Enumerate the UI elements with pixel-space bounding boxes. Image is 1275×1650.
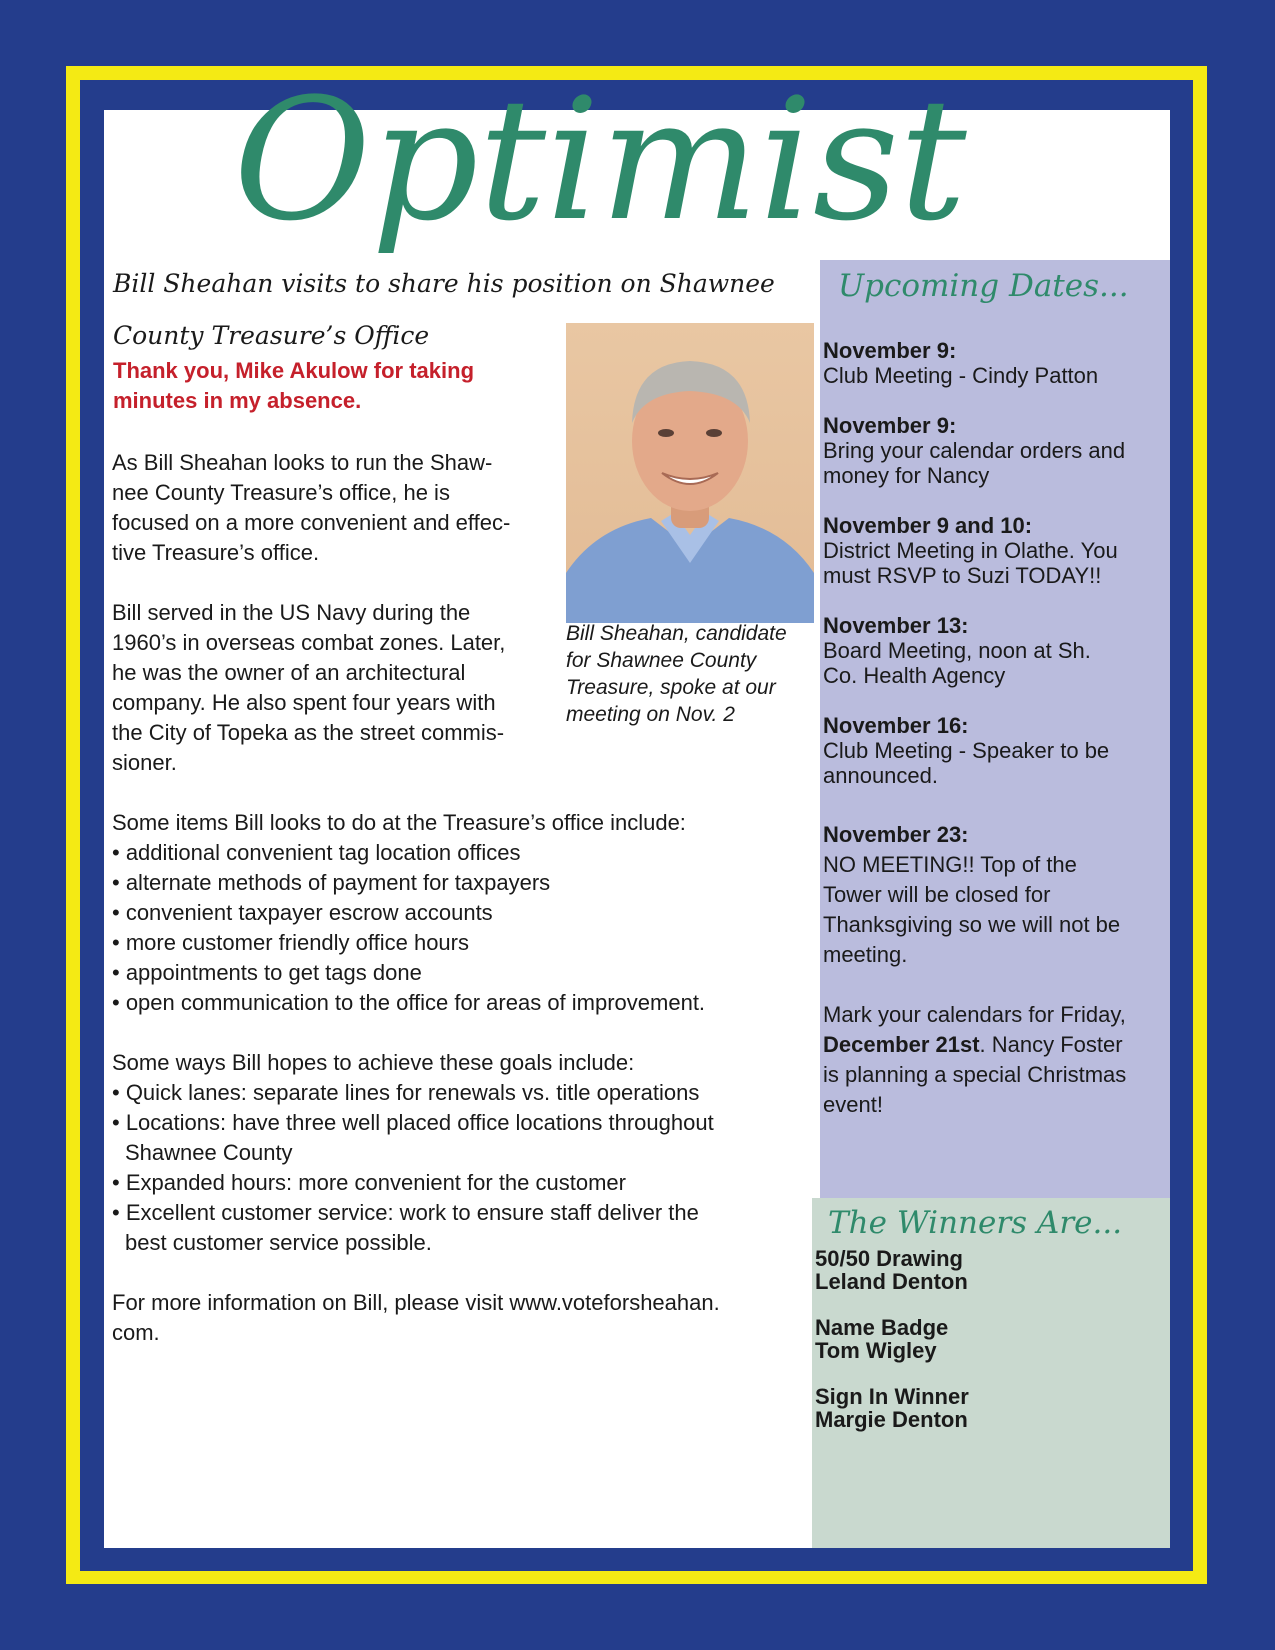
winner-prize: Name Badge: [815, 1315, 949, 1340]
masthead-title-text: Optimist: [233, 62, 967, 258]
text-line: focused on a more convenient and effec-: [112, 510, 511, 535]
event-date: November 9:: [823, 338, 957, 363]
winner-prize: Sign In Winner: [815, 1384, 969, 1409]
text-line: com.: [112, 1320, 160, 1345]
text-line: As Bill Sheahan looks to run the Shaw-: [112, 450, 493, 475]
list-item: • convenient taxpayer escrow accounts: [112, 900, 493, 925]
text-line: nee County Treasure’s office, he is: [112, 480, 450, 505]
headline-line: Bill Sheahan visits to share his position on Shawnee: [113, 269, 775, 298]
calendar-note: [823, 1000, 1168, 1120]
winner-name: Margie Denton: [815, 1407, 968, 1432]
winner-prize: 50/50 Drawing: [815, 1246, 963, 1271]
caption-line: for Shawnee County: [566, 649, 757, 672]
text-line: sioner.: [112, 750, 177, 775]
list-item: • open communication to the office for areas of improvement.: [112, 990, 706, 1015]
note-date: December 21st: [823, 1032, 980, 1057]
list-intro: Some items Bill looks to do at the Treasure’s office include:: [112, 810, 686, 835]
thanks-line: Thank you, Mike Akulow for taking: [113, 358, 475, 383]
event-item: [823, 713, 1168, 788]
event-text: NO MEETING!! Top of the: [823, 852, 1077, 877]
portrait-illustration: [566, 323, 814, 623]
event-text: meeting.: [823, 942, 908, 967]
text-line: 1960’s in overseas combat zones. Later,: [112, 630, 506, 655]
article-paragraph-background: [112, 598, 572, 778]
caption-line: Bill Sheahan, candidate: [566, 622, 787, 645]
list-item-continuation: best customer service possible.: [125, 1230, 432, 1255]
event-date: November 9:: [823, 413, 957, 438]
event-date: November 16:: [823, 713, 969, 738]
list-item: • alternate methods of payment for taxpayers: [112, 870, 551, 895]
photo-caption: [566, 620, 821, 728]
list-item: • Quick lanes: separate lines for renewals vs. title operations: [112, 1080, 700, 1105]
event-text: must RSVP to Suzi TODAY!!: [823, 563, 1102, 588]
event-text: Co. Health Agency: [823, 663, 1006, 688]
list-item: • Expanded hours: more convenient for the customer: [112, 1170, 626, 1195]
headline-line: County Treasure’s Office: [113, 321, 430, 350]
event-text: District Meeting in Olathe. You: [823, 538, 1118, 563]
article-paragraph-intro: [112, 448, 572, 568]
event-text: Board Meeting, noon at Sh.: [823, 638, 1091, 663]
event-text: Club Meeting - Speaker to be: [823, 738, 1110, 763]
bill-sheahan-photo: [566, 323, 814, 623]
list-item: • Locations: have three well placed office locations throughout: [112, 1110, 714, 1135]
event-text: Club Meeting - Cindy Patton: [823, 363, 1099, 388]
caption-line: meeting on Nov. 2: [566, 703, 735, 726]
event-text: Bring your calendar orders and: [823, 438, 1126, 463]
event-date: November 13:: [823, 613, 969, 638]
winner-item: [815, 1316, 1155, 1362]
text-line: For more information on Bill, please visit www.voteforsheahan.: [112, 1290, 720, 1315]
note-text: Mark your calendars for Friday,: [823, 1002, 1126, 1027]
goals-list: [112, 808, 812, 1018]
masthead-title: [190, 40, 1010, 280]
list-item: • more customer friendly office hours: [112, 930, 469, 955]
thanks-line: minutes in my absence.: [113, 388, 362, 413]
upcoming-dates-title: Upcoming Dates...: [838, 268, 1129, 304]
winner-item: [815, 1247, 1155, 1293]
text-line: Bill served in the US Navy during the: [112, 600, 471, 625]
list-item-continuation: Shawnee County: [125, 1140, 293, 1165]
event-text: announced.: [823, 763, 938, 788]
event-date: November 9 and 10:: [823, 513, 1033, 538]
winners-title: The Winners Are...: [828, 1205, 1123, 1241]
thanks-note: [113, 356, 543, 416]
strategies-list: [112, 1048, 812, 1258]
event-text: Thanksgiving so we will not be: [823, 912, 1121, 937]
winner-item: [815, 1385, 1155, 1431]
list-item: • appointments to get tags done: [112, 960, 422, 985]
note-text: event!: [823, 1092, 883, 1117]
text-line: he was the owner of an architectural: [112, 660, 466, 685]
winner-name: Leland Denton: [815, 1269, 968, 1294]
event-text: money for Nancy: [823, 463, 990, 488]
list-item: • Excellent customer service: work to ensure staff deliver the: [112, 1200, 699, 1225]
winner-name: Tom Wigley: [815, 1338, 937, 1363]
event-date: November 23:: [823, 822, 969, 847]
text-line: company. He also spent four years with: [112, 690, 496, 715]
event-item: [823, 820, 1168, 970]
caption-line: Treasure, spoke at our: [566, 676, 776, 699]
event-item: [823, 338, 1168, 388]
event-item: [823, 513, 1168, 588]
note-text: . Nancy Foster: [979, 1032, 1123, 1057]
text-line: tive Treasure’s office.: [112, 540, 320, 565]
event-item: [823, 413, 1168, 488]
text-line: the City of Topeka as the street commis-: [112, 720, 505, 745]
list-item: • additional convenient tag location offices: [112, 840, 521, 865]
more-info: [112, 1288, 812, 1348]
event-text: Tower will be closed for: [823, 882, 1051, 907]
note-text: is planning a special Christmas: [823, 1062, 1127, 1087]
event-item: [823, 613, 1168, 688]
list-intro: Some ways Bill hopes to achieve these goals include:: [112, 1050, 635, 1075]
